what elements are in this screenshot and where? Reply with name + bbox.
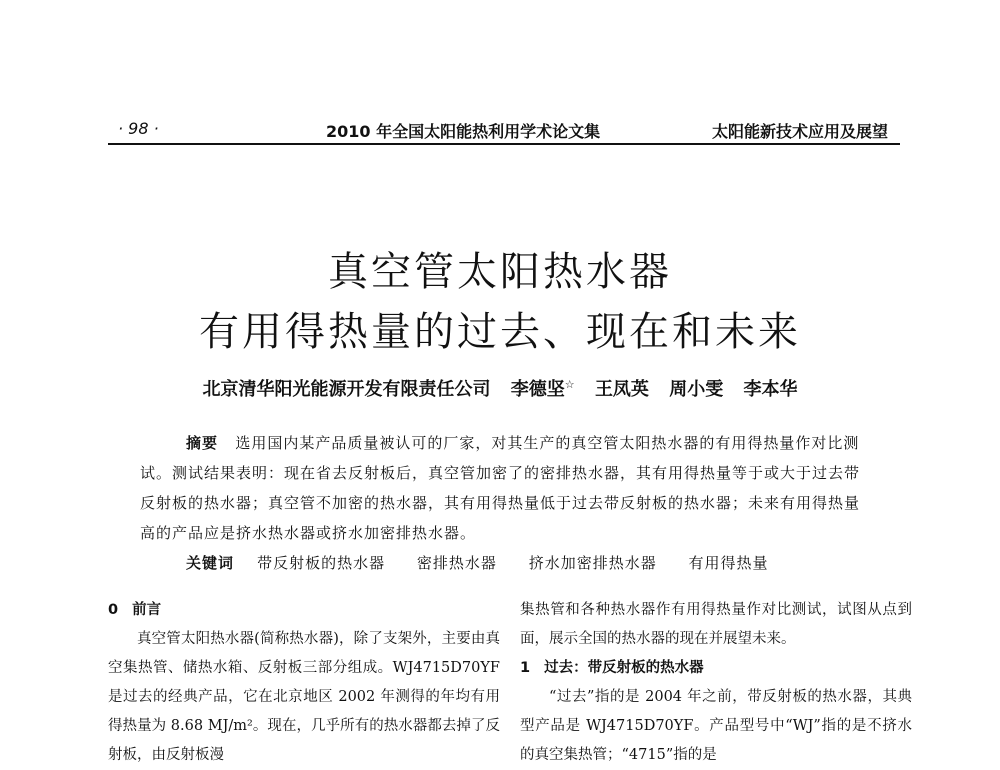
body-paragraph: 集热管和各种热水器作有用得热量作对比测试，试图从点到面，展示全国的热水器的现在并展望未来。 [520, 602, 912, 647]
abstract-block [140, 428, 870, 578]
abstract-text: 选用国内某产品质量被认可的厂家，对其生产的真空管太阳热水器的有用得热量作对比测试。测试结果表明：现在省去反射板后，真空管加密了的密排热水器，其有用得热量等于或大于过去带反射板的热水器；真空管不加密的热水器，其有用得热量低于过去带反射板的热水器；未来有用得热量高的产品应是挤水热水器或挤水加密排热水器。 [140, 434, 861, 542]
section-title: 太阳能新技术应用及展望 [711, 122, 888, 141]
affiliation: 北京清华阳光能源开发有限责任公司 [202, 379, 491, 400]
right-column [520, 596, 912, 770]
body-paragraph: 真空管太阳热水器(简称热水器)，除了支架外，主要由真空集热管、储热水箱、反射板三部分组成。WJ4715D70YF 是过去的经典产品，它在北京地区 2002 年测得的年均有用得热量为 8.68 MJ/m²。现在，几乎所有的热水器都去掉了反射板，由反射板漫 [108, 631, 500, 763]
page-number: · 98 · [118, 119, 159, 138]
section-heading-0: 0 前言 [108, 602, 162, 618]
running-header [108, 117, 900, 145]
body-paragraph: “过去”指的是 2004 年之前，带反射板的热水器，其典型产品是 WJ4715D70YF。产品型号中“WJ”指的是不挤水的真空集热管；“4715”指的是 [520, 689, 912, 763]
abstract-paragraph [140, 428, 870, 548]
keyword: 挤水加密排热水器 [528, 554, 657, 572]
keywords-label: 关键词 [186, 554, 235, 572]
paper-title-line-2: 有用得热量的过去、现在和未来 [199, 309, 801, 355]
keyword: 有用得热量 [688, 554, 769, 572]
author-2: 王凤英 [594, 379, 649, 400]
left-column [108, 596, 500, 770]
abstract-label: 摘要 [186, 434, 219, 452]
author-1: 李德坚☆ [510, 378, 575, 400]
section-heading-1: 1 过去：带反射板的热水器 [520, 660, 704, 676]
paper-title-line-1: 真空管太阳热水器 [328, 249, 672, 295]
keywords-line [140, 548, 870, 578]
author-4: 李本华 [743, 379, 798, 400]
corresponding-mark: ☆ [564, 378, 575, 391]
journal-title: 2010 年全国太阳能热利用学术论文集 [326, 122, 601, 141]
keyword: 带反射板的热水器 [257, 554, 386, 572]
keyword: 密排热水器 [416, 554, 497, 572]
author-line [0, 375, 1000, 401]
author-3: 周小雯 [669, 379, 724, 400]
